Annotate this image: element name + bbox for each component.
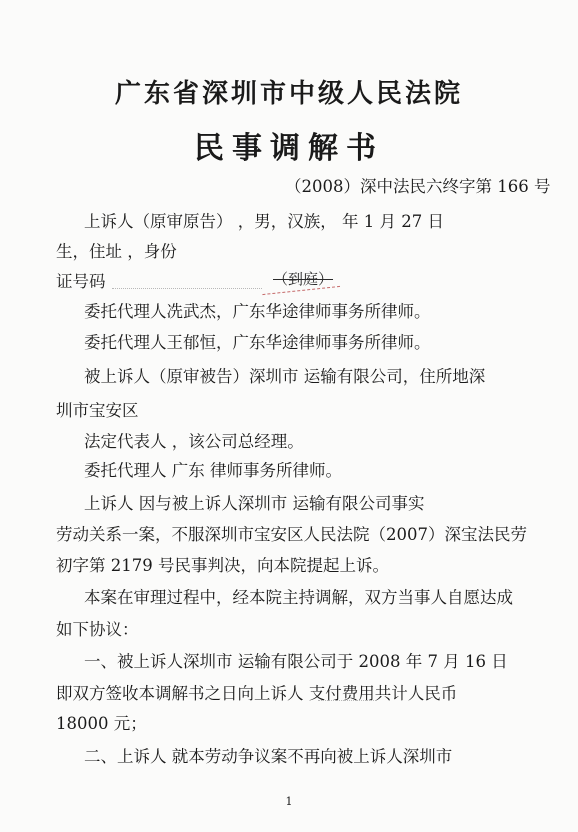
document-title: 民事调解书 xyxy=(194,131,384,166)
appellee-line: 被上诉人（原审被告）深圳市 运输有限公司，住所地深 xyxy=(84,367,486,386)
redacted-id xyxy=(112,288,262,289)
agent-line-2: 委托代理人王郁恒，广东华途律师事务所律师。 xyxy=(84,333,431,352)
facts-line-2: 劳动关系一案，不服深圳市宝安区人民法院（2007）深宝法民劳 xyxy=(56,525,527,544)
appellant-line: 上诉人（原审原告） ，男，汉族， 年 1 月 27 日 xyxy=(84,212,444,231)
case-number: （2008）深中法民六终字第 166 号 xyxy=(285,177,551,196)
mediation-line-2: 如下协议： xyxy=(56,620,139,639)
agent-line-1: 委托代理人冼武杰，广东华途律师事务所律师。 xyxy=(84,302,431,321)
facts-line-1: 上诉人 因与被上诉人深圳市 运输有限公司事实 xyxy=(84,494,425,513)
page-number: 1 xyxy=(285,795,293,808)
id-number-line: 证号码 xyxy=(56,272,106,291)
agreement-2-line-1: 二、上诉人 就本劳动争议案不再向被上诉人深圳市 xyxy=(84,747,453,766)
court-name: 广东省深圳市中级人民法院 xyxy=(114,79,463,109)
address-line: 生，住址 ，身份 xyxy=(56,242,177,261)
legal-rep-line: 法定代表人 ，该公司总经理。 xyxy=(84,432,304,451)
agreement-1-line-3: 18000 元； xyxy=(56,714,147,733)
facts-line-3: 初字第 2179 号民事判决，向本院提起上诉。 xyxy=(56,556,389,575)
appellee-agent-line: 委托代理人 广东 律师事务所律师。 xyxy=(84,461,342,480)
mediation-line-1: 本案在审理过程中，经本院主持调解，双方当事人自愿达成 xyxy=(84,588,513,607)
agreement-1-line-2: 即双方签收本调解书之日向上诉人 支付费用共计人民币 xyxy=(56,684,458,703)
redacted-name xyxy=(318,700,376,701)
agreement-1-line-1: 一、被上诉人深圳市 运输有限公司于 2008 年 7 月 16 日 xyxy=(84,652,508,671)
appellee-address-line: 圳市宝安区 xyxy=(56,401,139,420)
attendance-stamp: （到庭） xyxy=(273,270,334,288)
